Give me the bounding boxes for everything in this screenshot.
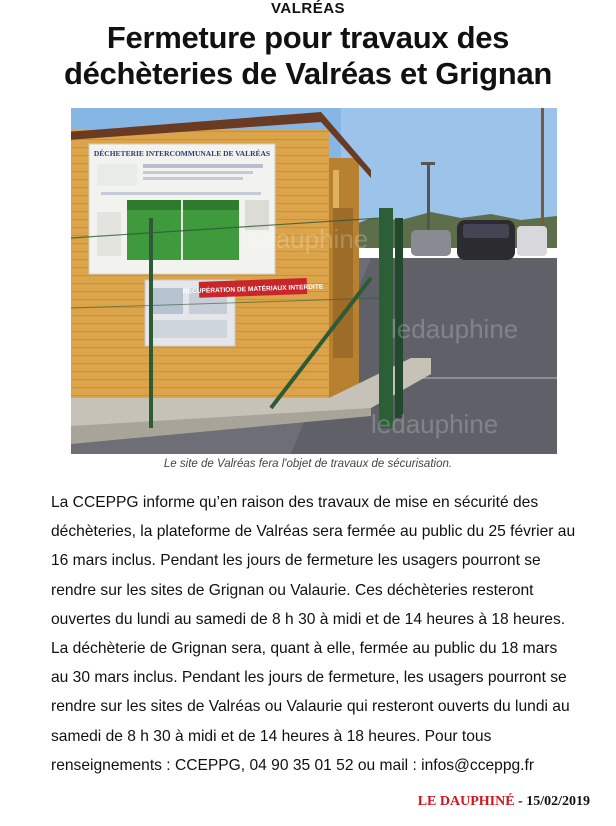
photo-caption: Le site de Valréas fera l'objet de travaux de sécurisation. xyxy=(163,458,453,470)
body-line: La déchèterie de Grignan sera, quant à elle, fermée au public du 18 mars xyxy=(51,640,558,658)
watermark-1: ledauphine xyxy=(241,224,369,254)
body-line: rendre sur les sites de Grignan ou Valaurie. Ces déchèteries resteront xyxy=(51,581,534,599)
body-line: déchèteries, la plateforme de Valréas sera fermée au public du 25 février au xyxy=(51,523,576,541)
banner-text: RÉCUPÉRATION DE MATÉRIAUX INTERDITE xyxy=(182,283,324,296)
body-line: samedi de 8 h 30 à midi et de 14 heures à 18 heures. Pour tous xyxy=(51,727,492,745)
body-line: renseignements : CCEPPG, 04 90 35 01 52 ou mail : infos@cceppg.fr xyxy=(51,756,535,774)
watermark-3: ledauphine xyxy=(371,409,499,439)
body-line: La CCEPPG informe qu’en raison des travaux de mise en sécurité des xyxy=(51,494,539,511)
article-body xyxy=(51,488,586,780)
body-line: au 30 mars inclus. Pendant les jours de fermeture, les usagers pourront se xyxy=(51,669,567,687)
body-line: rendre sur les sites de Valréas ou Valaurie qui resteront ouverts du lundi au xyxy=(51,698,570,716)
article-title xyxy=(0,20,616,92)
publication-date: - 15/02/2019 xyxy=(514,794,590,809)
body-line: 16 mars inclus. Pendant les jours de fermeture les usagers pourront se xyxy=(51,552,541,570)
watermark-2: ledauphine xyxy=(391,314,519,344)
newspaper-name: LE DAUPHINÉ xyxy=(417,794,515,809)
article-kicker: VALRÉAS xyxy=(270,0,346,17)
photo-scene xyxy=(71,108,557,454)
body-line: ouvertes du lundi au samedi de 8 h 30 à midi et de 14 heures à 18 heures. xyxy=(51,610,566,628)
title-line-1: Fermeture pour travaux des xyxy=(106,20,510,55)
source-credit xyxy=(418,794,590,810)
title-line-2: déchèteries de Valréas et Grignan xyxy=(63,56,553,91)
sign-title: DÉCHETERIE INTERCOMMUNALE DE VALRÉAS xyxy=(93,149,271,158)
article-photo xyxy=(71,108,557,454)
